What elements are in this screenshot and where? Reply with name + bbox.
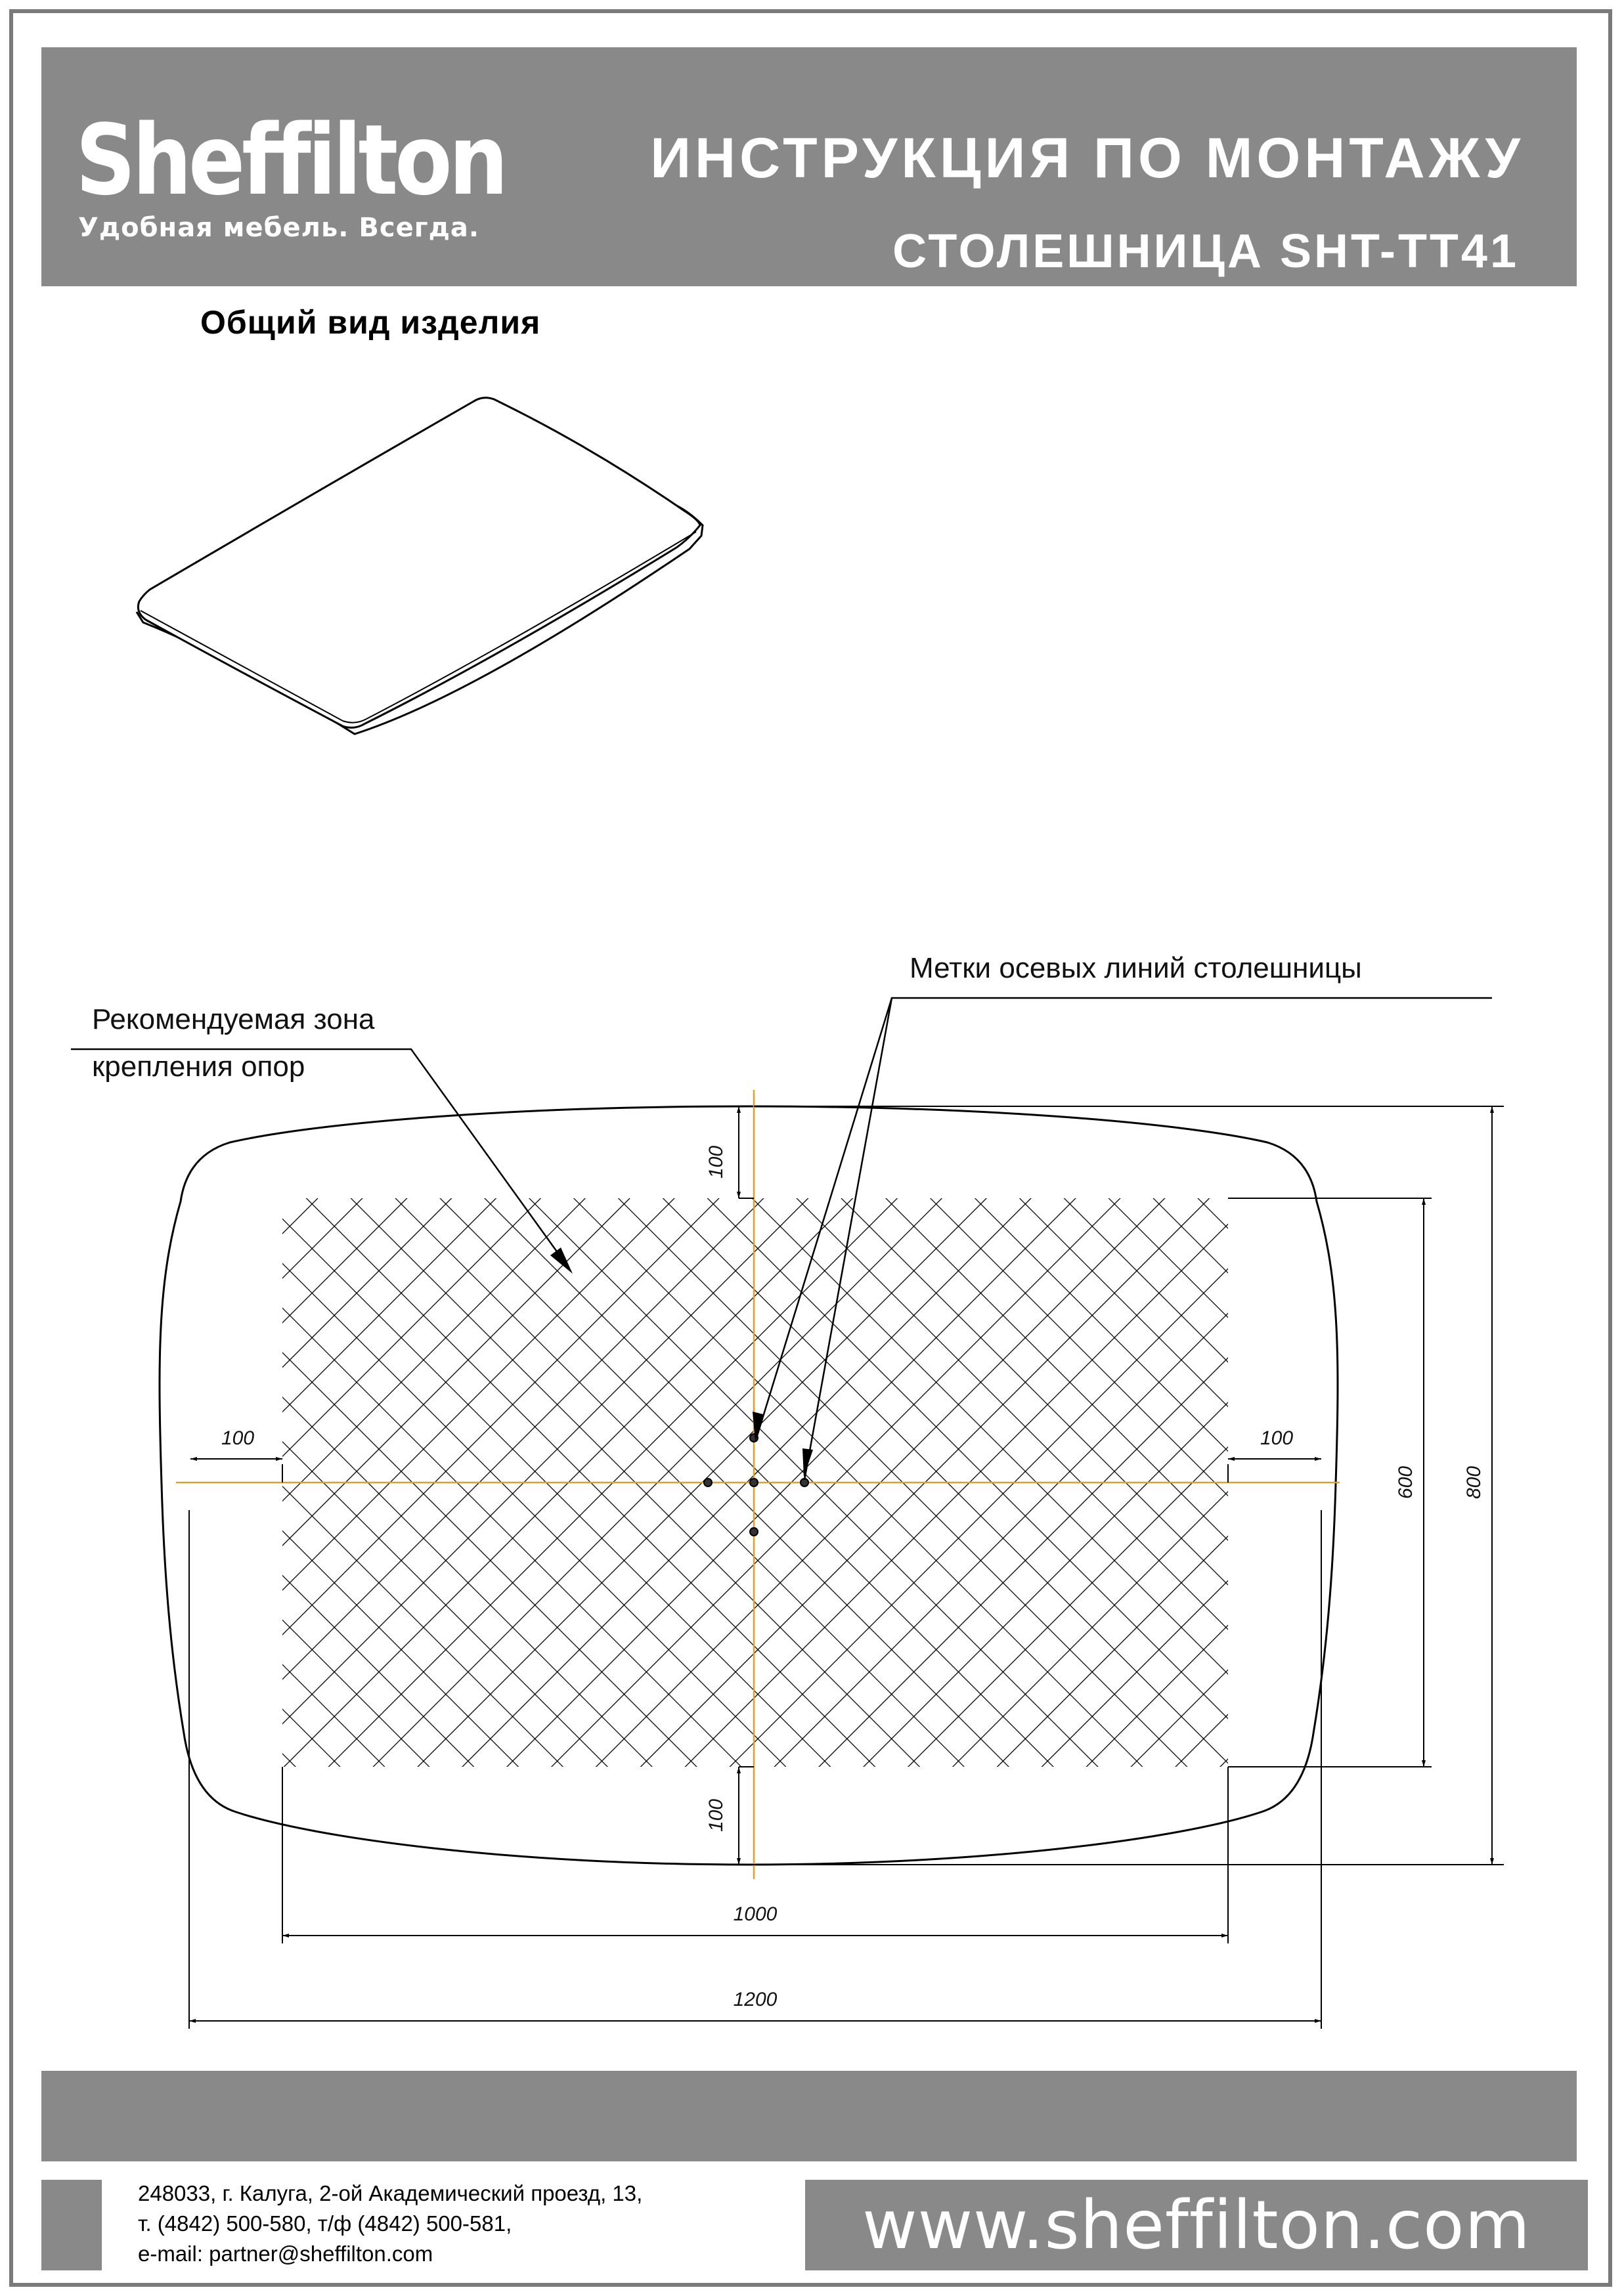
document-title: ИНСТРУКЦИЯ ПО МОНТАЖУ [650, 127, 1524, 190]
callout-zone-line2: крепления опор [92, 1051, 305, 1083]
dim-zone-width: 1000 [733, 1903, 778, 1925]
callout-axis-marks: Метки осевых линий столешницы [910, 952, 1362, 984]
website-link[interactable]: www.sheffilton.com [862, 2186, 1531, 2264]
sheffilton-logo: Sheffilton [76, 104, 505, 217]
logo-tagline: Удобная мебель. Всегда. [78, 213, 480, 243]
website-bar [805, 2180, 1588, 2270]
address-line: 248033, г. Калуга, 2-ой Академический проезд, 13, [138, 2181, 643, 2205]
phone-line: т. (4842) 500-580, т/ф (4842) 500-581, [138, 2211, 512, 2236]
callout-zone-line1: Рекомендуемая зона [92, 1003, 375, 1035]
dim-left-offset: 100 [221, 1427, 255, 1449]
dim-zone-height: 600 [1395, 1465, 1416, 1500]
dim-top-offset: 100 [705, 1145, 727, 1179]
company-address [138, 2178, 642, 2269]
document-subtitle: СТОЛЕШНИЦА SHT-TT41 [892, 225, 1519, 278]
footer-square [41, 2180, 102, 2270]
dim-total-height: 800 [1463, 1465, 1485, 1500]
dim-total-width: 1200 [733, 1989, 778, 2010]
general-view-title: Общий вид изделия [200, 304, 541, 341]
tabletop-isometric-view [137, 398, 703, 734]
dim-right-offset: 100 [1260, 1427, 1294, 1449]
footer-bar [41, 2071, 1577, 2161]
email-line[interactable]: e-mail: partner@sheffilton.com [138, 2242, 433, 2266]
dim-bottom-offset: 100 [705, 1798, 727, 1832]
